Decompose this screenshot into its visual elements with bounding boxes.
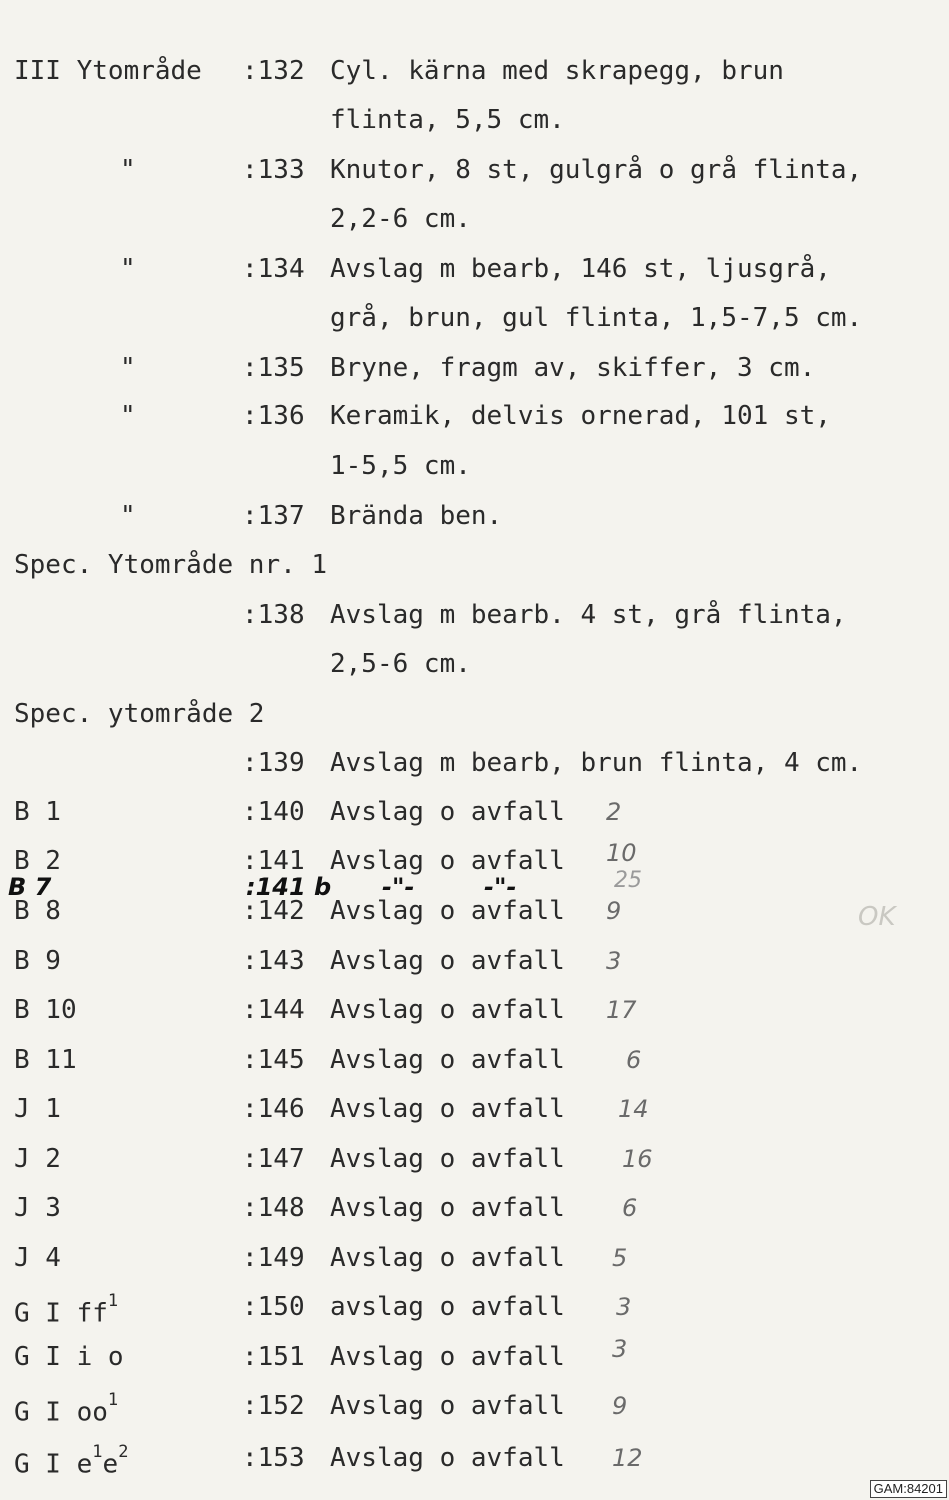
find-row	[0, 792, 949, 832]
find-count-handwritten: 3	[616, 1293, 632, 1321]
entry-row	[0, 743, 949, 783]
find-label: G I i o	[14, 1342, 124, 1372]
find-row	[0, 941, 949, 981]
find-label: J 2	[14, 1144, 61, 1174]
entry-number: :133	[242, 155, 305, 185]
find-description: avslag o avfall	[330, 1292, 565, 1322]
entry-continuation-text: flinta, 5,5 cm.	[330, 105, 565, 135]
find-row	[0, 1337, 949, 1377]
entry-number: :135	[242, 353, 305, 383]
find-count-handwritten: 5	[612, 1244, 628, 1272]
entry-description: Avslag m bearb, 146 st, ljusgrå,	[330, 254, 831, 284]
find-row	[0, 1238, 949, 1278]
find-number: :142	[242, 896, 305, 926]
entry-description: Brända ben.	[330, 501, 503, 531]
find-label: B 8	[14, 896, 61, 926]
handwritten-b7-number: :141 b	[246, 873, 332, 901]
handwritten-b7-label: B 7	[8, 873, 52, 901]
find-description: Avslag o avfall	[330, 896, 565, 926]
section-heading-text: Spec. ytområde 2	[14, 699, 265, 729]
find-row	[0, 1438, 949, 1478]
find-number: :143	[242, 946, 305, 976]
find-description: Avslag o avfall	[330, 797, 565, 827]
find-label-text: G I e	[14, 1449, 93, 1480]
ditto-mark: "	[120, 353, 136, 383]
ditto-mark: "	[120, 254, 136, 284]
find-row	[0, 1287, 949, 1327]
inventory-stamp: GAM:84201	[870, 1480, 947, 1498]
entry-description: Cyl. kärna med skrapegg, brun	[330, 56, 784, 86]
entry-number: :134	[242, 254, 305, 284]
find-number: :148	[242, 1193, 305, 1223]
entry-number: :132	[242, 56, 305, 86]
find-label	[14, 1386, 118, 1433]
entry-row	[0, 150, 949, 190]
entry-label: III Ytområde	[14, 56, 202, 86]
find-description: Avslag o avfall	[330, 995, 565, 1025]
entry-row	[0, 396, 949, 436]
find-description: Avslag o avfall	[330, 1243, 565, 1273]
handwritten-b7-count: 25	[614, 868, 642, 893]
entry-number: :138	[242, 600, 305, 630]
find-description: Avslag o avfall	[330, 946, 565, 976]
find-description: Avslag o avfall	[330, 1193, 565, 1223]
find-count-handwritten: 3	[606, 947, 622, 975]
find-label: B 9	[14, 946, 61, 976]
entry-number: :137	[242, 501, 305, 531]
entry-continuation	[0, 298, 949, 338]
find-count-handwritten: 14	[618, 1095, 649, 1123]
find-count-handwritten: 9	[606, 897, 622, 925]
handwritten-ditto: -"-	[484, 873, 517, 901]
entry-row	[0, 496, 949, 536]
find-count-handwritten: 3	[612, 1335, 628, 1363]
find-label	[14, 1438, 128, 1485]
find-count-handwritten: 6	[626, 1046, 642, 1074]
find-number: :146	[242, 1094, 305, 1124]
find-row	[0, 891, 949, 931]
find-number: :149	[242, 1243, 305, 1273]
find-number: :150	[242, 1292, 305, 1322]
find-label: B 10	[14, 995, 77, 1025]
find-label: J 1	[14, 1094, 61, 1124]
find-number: :152	[242, 1391, 305, 1421]
find-number: :145	[242, 1045, 305, 1075]
entry-description: Bryne, fragm av, skiffer, 3 cm.	[330, 353, 816, 383]
find-description: Avslag o avfall	[330, 846, 565, 876]
find-number: :147	[242, 1144, 305, 1174]
find-description: Avslag o avfall	[330, 1443, 565, 1473]
find-count-handwritten: 10	[606, 839, 637, 867]
entry-continuation	[0, 644, 949, 684]
find-description: Avslag o avfall	[330, 1391, 565, 1421]
entry-row	[0, 51, 949, 91]
find-label-text: e	[102, 1449, 119, 1480]
superscript: 1	[107, 1390, 119, 1410]
find-number: :151	[242, 1342, 305, 1372]
entry-continuation-text: 2,2-6 cm.	[330, 204, 471, 234]
entry-continuation	[0, 100, 949, 140]
section-heading	[0, 545, 949, 585]
find-count-handwritten: 16	[622, 1145, 653, 1173]
entry-continuation-text: 2,5-6 cm.	[330, 649, 471, 679]
section-heading-text: Spec. Ytområde nr. 1	[14, 550, 328, 580]
entry-description: Avslag m bearb. 4 st, grå flinta,	[330, 600, 847, 630]
find-label: J 4	[14, 1243, 61, 1273]
entry-row	[0, 348, 949, 388]
find-number: :153	[242, 1443, 305, 1473]
superscript: 1	[92, 1442, 103, 1462]
find-description: Avslag o avfall	[330, 1144, 565, 1174]
entry-row	[0, 249, 949, 289]
ditto-mark: "	[120, 401, 136, 431]
find-count-handwritten: 2	[606, 798, 622, 826]
find-count-handwritten: 6	[622, 1194, 638, 1222]
find-row	[0, 1089, 949, 1129]
entry-number: :139	[242, 748, 305, 778]
ditto-mark: "	[120, 501, 136, 531]
entry-continuation	[0, 199, 949, 239]
find-row	[0, 1040, 949, 1080]
entry-continuation-text: 1-5,5 cm.	[330, 451, 471, 481]
entry-row	[0, 595, 949, 635]
ok-mark: OK	[858, 902, 896, 932]
find-description: Avslag o avfall	[330, 1045, 565, 1075]
find-label	[14, 1287, 118, 1334]
find-count-handwritten: 12	[612, 1444, 643, 1472]
handwritten-ditto: -"-	[382, 873, 415, 901]
find-description: Avslag o avfall	[330, 1094, 565, 1124]
entry-description: Knutor, 8 st, gulgrå o grå flinta,	[330, 155, 863, 185]
entry-continuation-text: grå, brun, gul flinta, 1,5-7,5 cm.	[330, 303, 863, 333]
superscript: 1	[107, 1291, 119, 1311]
entry-continuation	[0, 446, 949, 486]
find-row	[0, 1386, 949, 1426]
find-row	[0, 990, 949, 1030]
find-number: :144	[242, 995, 305, 1025]
superscript: 2	[118, 1442, 129, 1462]
section-heading	[0, 694, 949, 734]
find-description: Avslag o avfall	[330, 1342, 565, 1372]
find-row	[0, 1139, 949, 1179]
ditto-mark: "	[120, 155, 136, 185]
entry-description: Avslag m bearb, brun flinta, 4 cm.	[330, 748, 863, 778]
find-label: B 11	[14, 1045, 77, 1075]
find-count-handwritten: 17	[606, 996, 637, 1024]
find-row	[0, 841, 949, 881]
find-row	[0, 1188, 949, 1228]
find-label: B 1	[14, 797, 61, 827]
find-label: B 2	[14, 846, 61, 876]
find-label-text: G I oo	[14, 1397, 108, 1428]
find-number: :141	[242, 846, 305, 876]
entry-description: Keramik, delvis ornerad, 101 st,	[330, 401, 831, 431]
find-number: :140	[242, 797, 305, 827]
find-label-text: G I ff	[14, 1298, 108, 1329]
entry-number: :136	[242, 401, 305, 431]
find-label: J 3	[14, 1193, 61, 1223]
find-count-handwritten: 9	[612, 1392, 628, 1420]
